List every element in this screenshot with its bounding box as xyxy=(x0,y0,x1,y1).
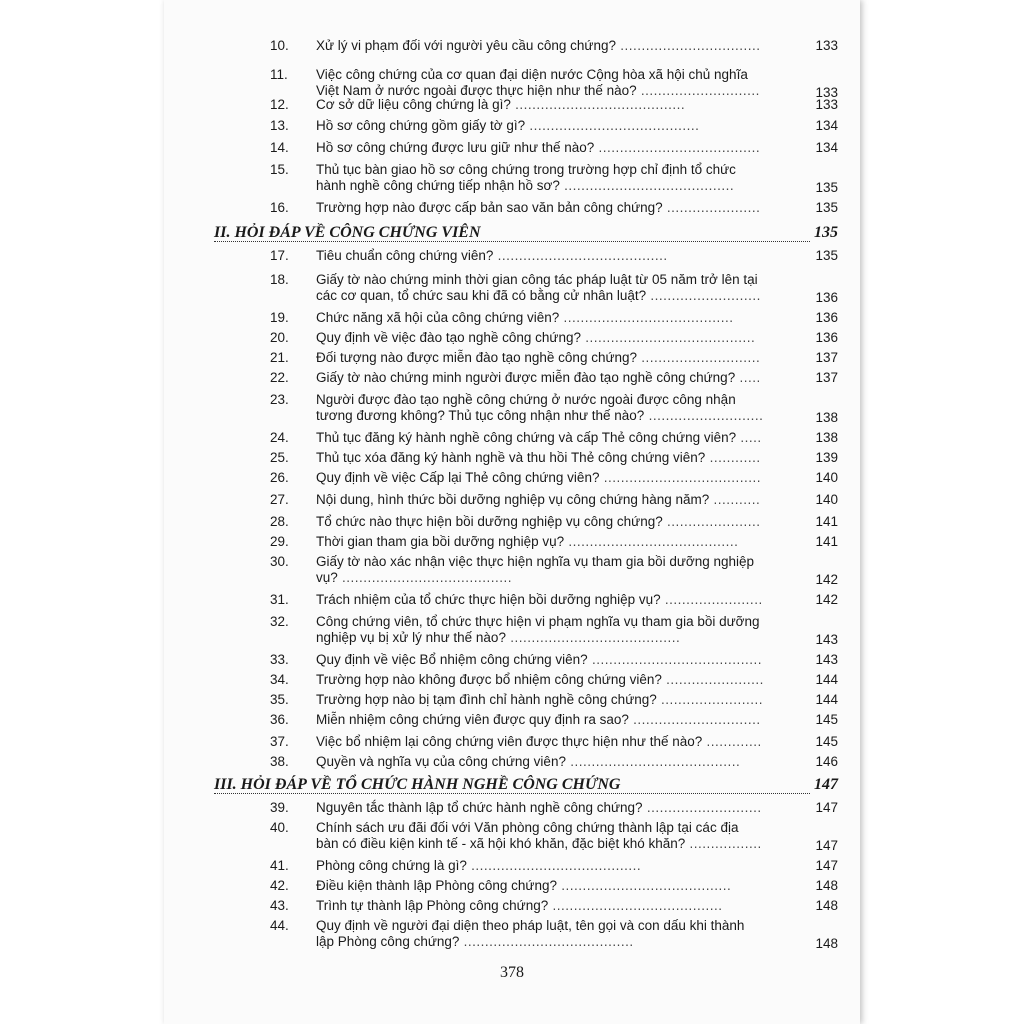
leader-dots: ............................ xyxy=(636,83,760,98)
entry-title: Trình tự thành lập Phòng công chứng? xyxy=(316,898,549,913)
toc-entry[interactable] xyxy=(270,310,838,328)
entry-title: Giấy tờ nào chứng minh người được miễn đào tạo nghề công chứng? xyxy=(316,370,736,385)
toc-entry[interactable] xyxy=(270,492,838,510)
entry-number: 43. xyxy=(270,898,289,913)
leader-dots: ........................................ xyxy=(505,630,681,645)
leader-dots: ........................................ xyxy=(559,310,734,325)
entry-title: Trường hợp nào được cấp bản sao văn bản công chứng? xyxy=(316,200,663,215)
toc-entry[interactable] xyxy=(270,97,838,115)
entry-page-number: 145 xyxy=(815,712,838,727)
entry-page-number: 142 xyxy=(815,592,838,607)
toc-entry[interactable] xyxy=(270,692,838,710)
entry-number: 34. xyxy=(270,672,289,687)
entry-number: 12. xyxy=(270,97,289,112)
entry-page-number: 148 xyxy=(815,936,838,951)
entry-page-number: 147 xyxy=(815,858,838,873)
leader-dots: ........................................ xyxy=(466,858,642,873)
leader-dots: ....................... xyxy=(660,592,763,607)
entry-title: Thời gian tham gia bồi dưỡng nghiệp vụ? xyxy=(316,534,565,549)
entry-number: 37. xyxy=(270,734,289,749)
entry-page-number: 136 xyxy=(815,290,838,305)
section-heading xyxy=(214,224,838,242)
entry-title: Xử lý vi phạm đối với người yêu cầu công chứng? xyxy=(316,38,616,53)
entry-number: 11. xyxy=(270,67,288,82)
entry-title: Tiêu chuẩn công chứng viên? xyxy=(316,248,494,263)
entry-title: Giấy tờ nào chứng minh thời gian công tác pháp luật từ 05 năm trở lên tại các cơ quan, tổ chức sau khi đã có bằng cử nhân luật? xyxy=(316,272,758,303)
leader-dots: ................................. xyxy=(615,38,761,53)
leader-dots: ........................................ xyxy=(525,118,700,133)
entry-title: Chức năng xã hội của công chứng viên? xyxy=(316,310,560,325)
leader-dots: ..... xyxy=(736,430,762,445)
leader-dots: ........................................ xyxy=(580,330,756,345)
toc-entry[interactable] xyxy=(270,918,838,954)
leader-dots: ........................................ xyxy=(565,754,741,769)
toc-entry[interactable] xyxy=(270,140,838,158)
leader-dots: ........................................ xyxy=(493,248,668,263)
toc-entry[interactable] xyxy=(270,858,838,876)
entry-number: 33. xyxy=(270,652,289,667)
leader-dots: ........................................ xyxy=(548,898,723,913)
entry-title: Thủ tục đăng ký hành nghề công chứng và cấp Thẻ công chứng viên? xyxy=(316,430,737,445)
entry-title: Điều kiện thành lập Phòng công chứng? xyxy=(316,878,557,893)
leader-dots: ...................... xyxy=(662,200,761,215)
page-number: 378 xyxy=(500,964,524,981)
entry-page-number: 137 xyxy=(815,350,838,365)
entry-number: 24. xyxy=(270,430,289,445)
toc-entry[interactable] xyxy=(270,162,838,198)
leader-dots: ........................................ xyxy=(587,652,762,667)
toc-entry[interactable] xyxy=(270,330,838,348)
entry-title: Công chứng viên, tổ chức thực hiện vi phạm nghĩa vụ tham gia bồi dưỡng nghiệp vụ bị xử lý như thế nào? xyxy=(316,614,760,645)
entry-number: 26. xyxy=(270,470,289,485)
entry-number: 10. xyxy=(270,38,289,53)
section-title: II. HỎI ĐÁP VỀ CÔNG CHỨNG VIÊN xyxy=(214,224,485,241)
toc-entry[interactable] xyxy=(270,450,838,468)
toc-entry[interactable] xyxy=(270,370,838,388)
entry-title: Thủ tục xóa đăng ký hành nghề và thu hồi Thẻ công chứng viên? xyxy=(316,450,706,465)
entry-page-number: 142 xyxy=(815,572,838,587)
toc-entry[interactable] xyxy=(270,200,838,218)
entry-page-number: 138 xyxy=(815,410,838,425)
entry-page-number: 133 xyxy=(815,38,838,53)
entry-number: 44. xyxy=(270,918,289,933)
leader-dots: ............. xyxy=(702,734,762,749)
entry-page-number: 141 xyxy=(815,514,838,529)
entry-page-number: 135 xyxy=(815,180,838,195)
toc-entry[interactable] xyxy=(270,38,838,56)
entry-page-number: 136 xyxy=(815,330,838,345)
entry-title: Nguyên tắc thành lập tổ chức hành nghề công chứng? xyxy=(316,800,643,815)
entry-page-number: 133 xyxy=(815,85,838,100)
entry-number: 40. xyxy=(270,820,289,835)
entry-number: 15. xyxy=(270,162,289,177)
entry-number: 28. xyxy=(270,514,289,529)
entry-number: 32. xyxy=(270,614,289,629)
entry-page-number: 147 xyxy=(815,800,838,815)
entry-number: 39. xyxy=(270,800,289,815)
leader-dots: ..................................... xyxy=(599,470,761,485)
entry-number: 41. xyxy=(270,858,289,873)
entry-title: Giấy tờ nào xác nhận việc thực hiện nghĩa vụ tham gia bồi dưỡng nghiệp vụ? xyxy=(316,554,755,585)
entry-title: Quy định về việc đào tạo nghề công chứng? xyxy=(316,330,581,345)
entry-number: 22. xyxy=(270,370,289,385)
entry-number: 38. xyxy=(270,754,289,769)
entry-title: Hồ sơ công chứng gồm giấy tờ gì? xyxy=(316,118,526,133)
toc-entry[interactable] xyxy=(270,118,838,136)
entry-title: Thủ tục bàn giao hồ sơ công chứng trong trường hợp chỉ định tổ chức hành nghề công chứng tiếp nhận hồ sơ? xyxy=(316,162,736,193)
leader-dots: ....................... xyxy=(661,672,764,687)
entry-title: Quyền và nghĩa vụ của công chứng viên? xyxy=(316,754,566,769)
entry-number: 42. xyxy=(270,878,289,893)
entry-page-number: 136 xyxy=(815,310,838,325)
entry-number: 14. xyxy=(270,140,289,155)
entry-number: 31. xyxy=(270,592,289,607)
leader-dots: ........... xyxy=(709,492,761,507)
entry-page-number: 143 xyxy=(815,652,838,667)
entry-page-number: 134 xyxy=(815,140,838,155)
toc-entry[interactable] xyxy=(270,878,838,896)
leader-dots: .............................. xyxy=(628,712,761,727)
entry-title: Quy định về việc Cấp lại Thẻ công chứng viên? xyxy=(316,470,600,485)
book-page xyxy=(164,0,860,1024)
entry-title: Nội dung, hình thức bồi dưỡng nghiệp vụ công chứng hàng năm? xyxy=(316,492,710,507)
entry-title: Miễn nhiệm công chứng viên được quy định ra sao? xyxy=(316,712,629,727)
toc-entry[interactable] xyxy=(270,800,838,818)
entry-title: Trách nhiệm của tổ chức thực hiện bồi dưỡng nghiệp vụ? xyxy=(316,592,661,607)
leader-dots: ..... xyxy=(735,370,761,385)
toc-entry[interactable] xyxy=(270,514,838,532)
entry-title: Quy định về người đại diện theo pháp luật, tên gọi và con dấu khi thành lập Phòng công chứng? xyxy=(316,918,745,949)
entry-number: 36. xyxy=(270,712,289,727)
entry-title: Hồ sơ công chứng được lưu giữ như thế nào? xyxy=(316,140,595,155)
entry-page-number: 135 xyxy=(815,200,838,215)
toc-entry[interactable] xyxy=(270,712,838,730)
leader-dots: ...................... xyxy=(662,514,761,529)
leader-dots: ........................... xyxy=(644,408,764,423)
section-page-number: 147 xyxy=(810,776,838,794)
toc-entry[interactable] xyxy=(270,350,838,368)
entry-title: Trường hợp nào không được bổ nhiệm công chứng viên? xyxy=(316,672,662,687)
leader-dots: ........................... xyxy=(642,800,762,815)
toc-entry[interactable] xyxy=(270,470,838,488)
toc-entry[interactable] xyxy=(270,554,838,590)
entry-number: 18. xyxy=(270,272,289,287)
entry-page-number: 143 xyxy=(815,632,838,647)
entry-title: Đối tượng nào được miễn đào tạo nghề công chứng? xyxy=(316,350,638,365)
leader-dots: .......................... xyxy=(646,288,761,303)
toc-entry[interactable] xyxy=(270,672,838,690)
entry-page-number: 135 xyxy=(815,248,838,263)
entry-page-number: 141 xyxy=(815,534,838,549)
toc-entry[interactable] xyxy=(270,392,838,428)
leader-dots: ........................................ xyxy=(559,178,735,193)
toc-entry[interactable] xyxy=(270,272,838,308)
entry-page-number: 148 xyxy=(815,878,838,893)
leader-dots: ........................................ xyxy=(459,934,634,949)
entry-page-number: 139 xyxy=(815,450,838,465)
toc-entry[interactable] xyxy=(270,592,838,610)
entry-page-number: 138 xyxy=(815,430,838,445)
toc-entry[interactable] xyxy=(270,754,838,772)
toc-entry[interactable] xyxy=(270,734,838,752)
entry-page-number: 144 xyxy=(815,672,838,687)
entry-page-number: 133 xyxy=(815,97,838,112)
entry-number: 20. xyxy=(270,330,289,345)
toc-entry[interactable] xyxy=(270,614,838,650)
entry-page-number: 134 xyxy=(815,118,838,133)
entry-title: Việc bổ nhiệm lại công chứng viên được thực hiện như thế nào? xyxy=(316,734,703,749)
entry-number: 35. xyxy=(270,692,289,707)
leader-dots: ........................ xyxy=(656,692,764,707)
entry-title: Tổ chức nào thực hiện bồi dưỡng nghiệp vụ công chứng? xyxy=(316,514,663,529)
entry-title: Người được đào tạo nghề công chứng ở nước ngoài được công nhận tương đương không? Thủ tục công nhận như thế nào? xyxy=(316,392,736,423)
entry-number: 29. xyxy=(270,534,289,549)
entry-title: Trường hợp nào bị tạm đình chỉ hành nghề công chứng? xyxy=(316,692,657,707)
entry-title: Cơ sở dữ liệu công chứng là gì? xyxy=(316,97,511,112)
entry-title: Chính sách ưu đãi đối với Văn phòng công chứng thành lập tại các địa bàn có điều kiện kinh tế - xã hội khó khăn, đặc biệt khó khăn? xyxy=(316,820,739,851)
leader-dots: ........................................ xyxy=(337,570,513,585)
leader-dots: ........................................ xyxy=(510,97,686,112)
entry-number: 27. xyxy=(270,492,289,507)
entry-page-number: 147 xyxy=(815,838,838,853)
entry-number: 25. xyxy=(270,450,289,465)
entry-number: 19. xyxy=(270,310,289,325)
leader-dots: ............................ xyxy=(637,350,761,365)
toc-entry[interactable] xyxy=(270,898,838,916)
entry-title: Quy định về việc Bổ nhiệm công chứng viên? xyxy=(316,652,588,667)
entry-number: 16. xyxy=(270,200,289,215)
entry-number: 13. xyxy=(270,118,289,133)
leader-dots: ................. xyxy=(685,836,762,851)
entry-page-number: 137 xyxy=(815,370,838,385)
leader-dots: ........................................ xyxy=(556,878,732,893)
toc-entry[interactable] xyxy=(270,820,838,856)
entry-page-number: 148 xyxy=(815,898,838,913)
entry-title: Phòng công chứng là gì? xyxy=(316,858,467,873)
toc-entry[interactable] xyxy=(270,652,838,670)
section-page-number: 135 xyxy=(810,224,838,242)
entry-page-number: 145 xyxy=(815,734,838,749)
section-title: III. HỎI ĐÁP VỀ TỔ CHỨC HÀNH NGHỀ CÔNG CHỨNG xyxy=(214,776,624,793)
entry-page-number: 146 xyxy=(815,754,838,769)
entry-page-number: 140 xyxy=(815,492,838,507)
leader-dots: ............ xyxy=(705,450,761,465)
leader-dots: ...................................... xyxy=(594,140,761,155)
entry-title: Việc công chứng của cơ quan đại diện nước Cộng hòa xã hội chủ nghĩa Việt Nam ở nước ngoài được thực hiện như thế nào? xyxy=(316,67,748,98)
toc-entry[interactable] xyxy=(270,248,838,266)
entry-number: 17. xyxy=(270,248,289,263)
entry-number: 21. xyxy=(270,350,289,365)
entry-page-number: 144 xyxy=(815,692,838,707)
entry-page-number: 140 xyxy=(815,470,838,485)
entry-number: 30. xyxy=(270,554,289,569)
toc-entry[interactable] xyxy=(270,534,838,552)
entry-number: 23. xyxy=(270,392,289,407)
leader-dots: ........................................ xyxy=(564,534,739,549)
section-heading xyxy=(214,776,838,794)
toc-entry[interactable] xyxy=(270,430,838,448)
